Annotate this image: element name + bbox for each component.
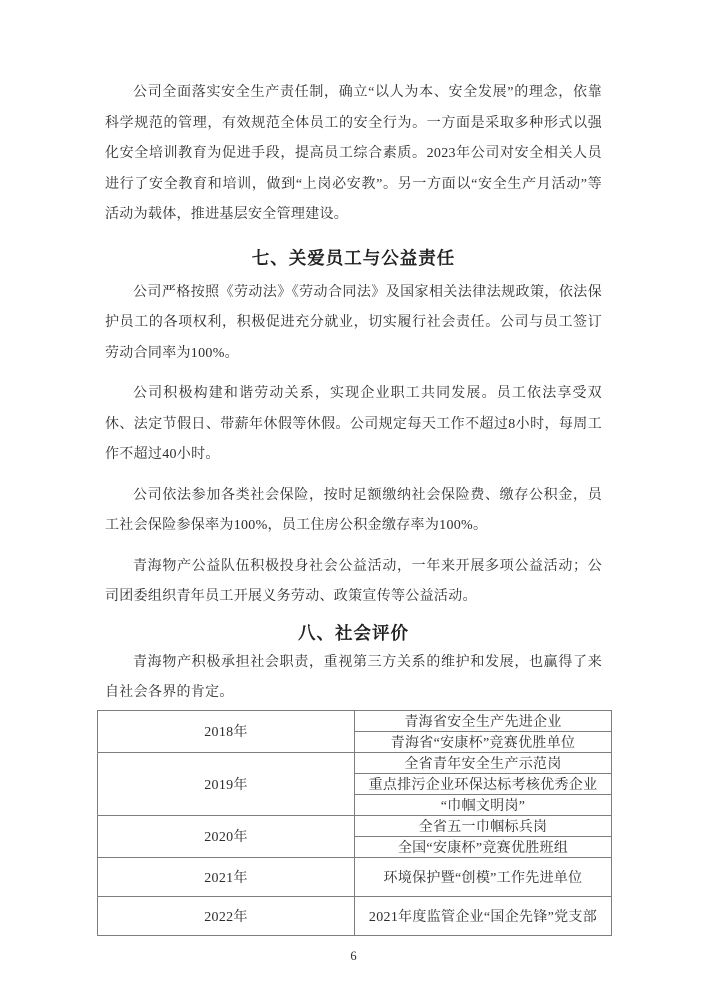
awards-table [97,710,612,936]
table-row [98,752,612,773]
table-row [98,857,612,896]
year-cell: 2018年 [98,710,355,752]
table-row [98,710,612,731]
award-cell: 全省青年安全生产示范岗 [355,752,612,773]
paragraph-work-hours: 公司积极构建和谐劳动关系，实现企业职工共同发展。员工依法享受双休、法定节假日、带薪年休假等休假。公司规定每天工作不超过8小时，每周工作不超过40小时。 [105,386,602,462]
heading-employee-welfare: 七、关爱员工与公益责任 [251,247,456,268]
page-number: 6 [350,948,357,963]
award-cell: 青海省安全生产先进企业 [355,710,612,731]
award-cell: “巾帼文明岗” [355,794,612,815]
award-cell: 全省五一巾帼标兵岗 [355,815,612,836]
award-cell: 全国“安康杯”竞赛优胜班组 [355,836,612,857]
award-cell: 青海省“安康杯”竞赛优胜单位 [355,731,612,752]
table-row [98,815,612,836]
paragraph-safety-production: 公司全面落实安全生产责任制，确立“以人为本、安全发展”的理念，依靠科学规范的管理，有效规范全体员工的安全行为。一方面是采取多种形式以强化安全培训教育为促进手段，提高员工综合素质。2023年公司对安全相关人员进行了安全教育和培训，做到“上岗必安教”。另一方面以“安全生产月活动”等活动为载体，推进基层安全管理建设。 [105,85,602,222]
award-cell: 重点排污企业环保达标考核优秀企业 [355,773,612,794]
year-cell: 2022年 [98,896,355,935]
award-cell: 2021年度监管企业“国企先锋”党支部 [355,896,612,935]
year-cell: 2021年 [98,857,355,896]
table-row [98,896,612,935]
year-cell: 2019年 [98,752,355,815]
heading-social-evaluation: 八、社会评价 [298,622,409,643]
paragraph-social-insurance: 公司依法参加各类社会保险，按时足额缴纳社会保险费、缴存公积金，员工社会保险参保率为100%，员工住房公积金缴存率为100%。 [105,487,602,533]
paragraph-social-recognition: 青海物产积极承担社会职责，重视第三方关系的维护和发展，也赢得了来自社会各界的肯定。 [105,654,602,700]
paragraph-public-charity: 青海物产公益队伍积极投身社会公益活动，一年来开展多项公益活动；公司团委组织青年员工开展义务劳动、政策宣传等公益活动。 [105,558,602,604]
award-cell: 环境保护暨“创模”工作先进单位 [355,857,612,896]
paragraph-labor-law: 公司严格按照《劳动法》《劳动合同法》及国家相关法律法规政策，依法保护员工的各项权利，积极促进充分就业，切实履行社会责任。公司与员工签订劳动合同率为100%。 [105,284,602,361]
year-cell: 2020年 [98,815,355,857]
